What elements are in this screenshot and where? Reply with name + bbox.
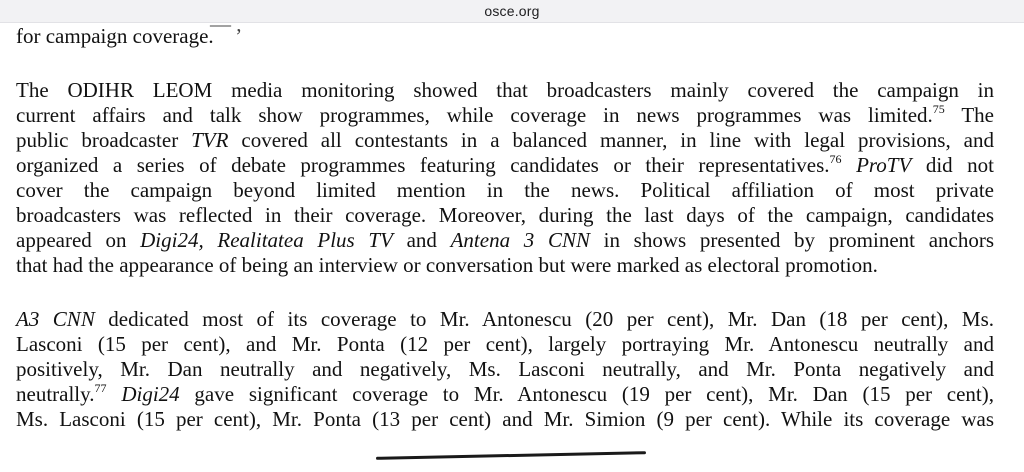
footnote-ref-77[interactable]: 77 — [94, 381, 107, 395]
text-line: current affairs and talk show programmes, while coverage in news programmes was limited.$^{75}$ The — [16, 102, 994, 127]
text-line: A3 CNN dedicated most of its coverage to Mr. Antonescu (20 per cent), Mr. Dan (18 per cent), Ms. — [16, 307, 994, 331]
text-line: organized a series of debate programmes featuring candidates or their representatives.$^{76}$ ProTV did not — [16, 152, 994, 177]
text-line: Lasconi (15 per cent), and Mr. Ponta (12 per cent), largely portraying Mr. Antonescu neutrally and — [16, 332, 994, 356]
text-line: that had the appearance of being an interview or conversation but were marked as electoral promotion. — [16, 253, 878, 277]
footnote-ref-75[interactable]: 75 — [932, 102, 945, 116]
text-line: appeared on Digi24, Realitatea Plus TV and Antena 3 CNN in shows presented by prominent anchors — [16, 228, 994, 252]
text-line: public broadcaster TVR covered all contestants in a balanced manner, in line with legal provisions, and — [16, 128, 994, 152]
text-line: cover the campaign beyond limited mention in the news. Political affiliation of most private — [16, 178, 994, 202]
text-line: broadcasters was reflected in their coverage. Moreover, during the last days of the campaign, candidates — [16, 203, 994, 227]
text-line: The ODIHR LEOM media monitoring showed that broadcasters mainly covered the campaign in — [16, 78, 994, 102]
text-line: Ms. Lasconi (15 per cent), Mr. Ponta (13 per cent) and Mr. Simion (9 per cent). While its coverage was — [16, 407, 994, 431]
document-body — [16, 24, 994, 432]
paragraph-media-monitoring — [16, 78, 994, 278]
text-line: neutrally.$^{77}$ Digi24 gave significant coverage to Mr. Antonescu (19 per cent), Mr. Dan (15 per cent), — [16, 381, 995, 406]
text-line: positively, Mr. Dan neutrally and negatively, Ms. Lasconi neutrally, and Mr. Ponta negatively and — [16, 357, 994, 381]
cut-off-previous-line: — , — [210, 12, 242, 36]
previous-paragraph-end: for campaign coverage. — [16, 24, 214, 48]
paragraph-a3cnn-coverage — [16, 307, 994, 432]
footnote-ref-76[interactable]: 76 — [829, 152, 842, 166]
handwritten-underline-mark — [376, 451, 646, 460]
url-text[interactable]: osce.org — [484, 3, 540, 19]
